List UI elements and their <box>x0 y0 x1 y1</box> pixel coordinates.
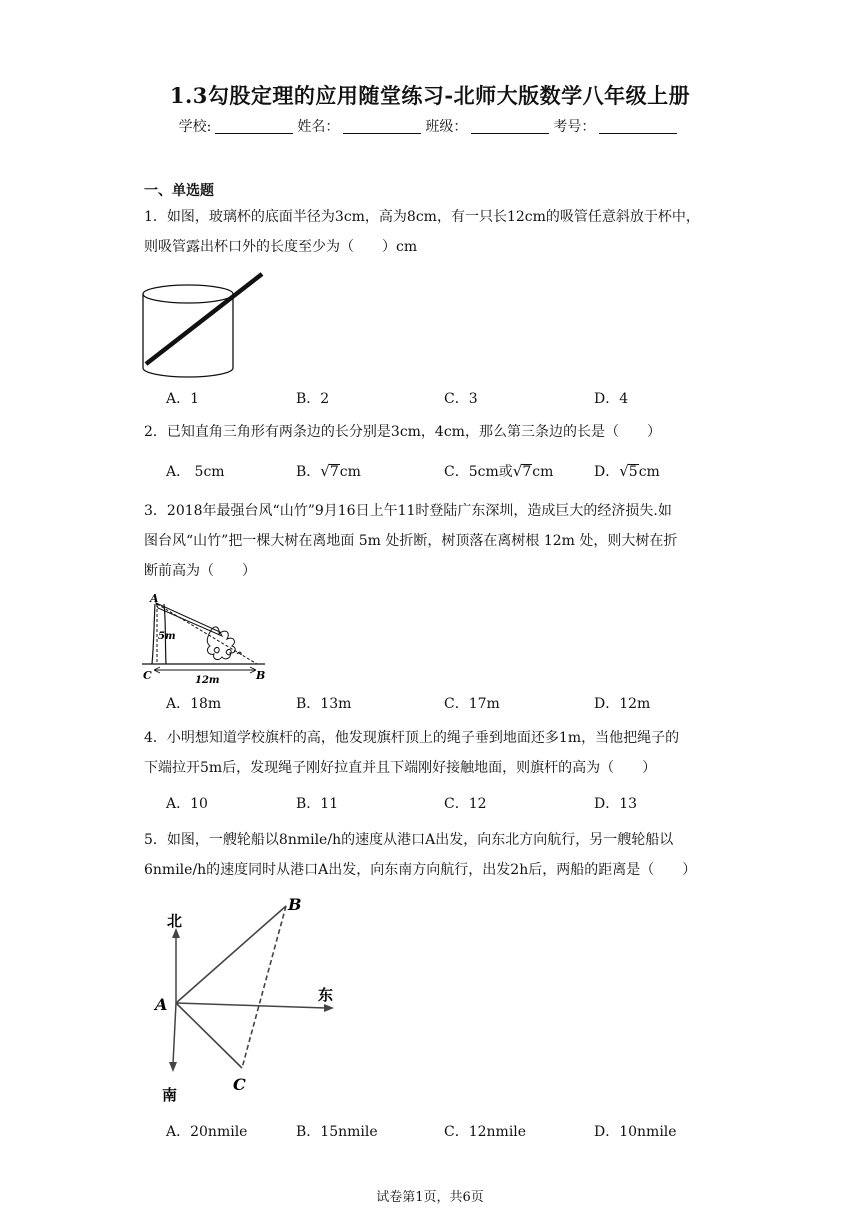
option-c[interactable]: C．12nmile <box>444 1124 527 1140</box>
option-b[interactable] <box>296 461 361 481</box>
option-a[interactable]: A．20nmile <box>166 1124 248 1140</box>
question-3-line-1: 3．2018年最强台风“山竹”9月16日上午11时登陆广东深圳，造成巨大的经济损失.如 <box>144 503 672 519</box>
option-d[interactable] <box>594 461 660 481</box>
east-arrow <box>324 1004 334 1012</box>
cup-bottom <box>143 368 233 377</box>
question-3-line-2: 图台风“山竹”把一棵大树在离地面 5m 处折断，树顶落在离树根 12m 处，则大树在折 <box>144 533 678 549</box>
tree-trunk-left <box>152 604 155 664</box>
section-heading: 一、单选题 <box>144 183 214 199</box>
label-b: B <box>288 896 302 914</box>
option-b[interactable]: B．2 <box>296 391 330 407</box>
question-2 <box>144 417 724 447</box>
option-b[interactable]: B．11 <box>296 796 339 812</box>
question-5 <box>144 825 744 885</box>
question-1 <box>144 202 724 262</box>
question-5-options <box>166 1121 726 1143</box>
option-b[interactable]: B．15nmile <box>296 1124 378 1140</box>
straw <box>146 274 262 364</box>
ships-direction-figure <box>150 896 350 1106</box>
class-blank <box>471 119 549 134</box>
question-1-line-1: 1．如图，玻璃杯的底面半径为3cm，高为8cm，有一只长12cm的吸管任意斜放于杯中， <box>144 209 700 225</box>
label-east: 东 <box>318 986 334 1004</box>
question-1-options <box>166 388 726 410</box>
south-arrow <box>169 1062 177 1072</box>
option-d[interactable]: D．10nmile <box>594 1124 677 1140</box>
south-axis <box>173 1003 176 1064</box>
option-c[interactable]: C．3 <box>444 391 478 407</box>
line-ab <box>176 906 286 1003</box>
option-a[interactable]: A． 5cm <box>166 464 225 480</box>
option-d-prefix: D． <box>594 464 620 480</box>
question-2-options <box>166 461 726 483</box>
question-4 <box>144 723 724 783</box>
label-a: A <box>155 995 168 1014</box>
label-b: B <box>256 669 266 682</box>
school-label: 学校: <box>178 119 212 135</box>
option-b-prefix: B． <box>296 464 321 480</box>
sqrt-sign: √ <box>320 462 330 480</box>
exam-number-label: 考号： <box>553 119 596 135</box>
option-d[interactable]: D．12m <box>594 696 651 712</box>
option-c-prefix: C．5cm或 <box>444 464 513 480</box>
exam-number-blank <box>599 119 677 134</box>
option-d[interactable]: D．13 <box>594 796 638 812</box>
option-c-unit: cm <box>532 464 554 480</box>
question-4-line-1: 4．小明想知道学校旗杆的高，他发现旗杆顶上的绳子垂到地面还多1m，当他把绳子的 <box>144 730 680 746</box>
label-c: C <box>143 669 152 682</box>
question-3-options <box>166 693 726 715</box>
glass-cup-figure <box>140 270 270 382</box>
option-d-unit: cm <box>638 464 660 480</box>
class-label: 班级： <box>425 119 468 135</box>
line-bc <box>242 906 286 1068</box>
label-north: 北 <box>167 912 183 930</box>
option-c-radicand: 7 <box>522 464 532 480</box>
question-5-line-2: 6nmile/h的速度同时从港口A出发，向东南方向航行，出发2h后，两船的距离是（ ） <box>144 862 697 878</box>
option-c[interactable] <box>444 461 553 481</box>
option-c[interactable]: C．17m <box>444 696 500 712</box>
option-c[interactable]: C．12 <box>444 796 487 812</box>
option-b[interactable]: B．13m <box>296 696 352 712</box>
broken-tree-figure <box>140 592 270 684</box>
question-5-line-1: 5．如图，一艘轮船以8nmile/h的速度从港口A出发，向东北方向航行，另一艘轮船以 <box>144 832 674 848</box>
question-1-line-2: 则吸管露出杯口外的长度至少为（ ）cm <box>144 239 418 255</box>
leaves <box>214 647 241 655</box>
sqrt-sign: √ <box>512 462 523 480</box>
label-5m: 5m <box>158 631 176 642</box>
option-a[interactable]: A．18m <box>166 696 222 712</box>
label-a: A <box>150 592 159 605</box>
option-d[interactable]: D．4 <box>594 391 629 407</box>
line-ac <box>176 1003 242 1068</box>
east-axis <box>176 1003 326 1008</box>
question-3-line-3: 断前高为（ ） <box>144 563 256 579</box>
label-south: 南 <box>162 1086 178 1104</box>
page-footer: 试卷第1页，共6页 <box>376 1190 484 1205</box>
option-a[interactable]: A．1 <box>166 391 200 407</box>
option-a[interactable]: A．10 <box>166 796 208 812</box>
sqrt-sign: √ <box>619 462 629 480</box>
question-2-line-1: 2．已知直角三角形有两条边的长分别是3cm，4cm，那么第三条边的长是（ ） <box>144 424 661 440</box>
option-d-radicand: 5 <box>628 464 638 480</box>
school-blank <box>215 119 293 134</box>
option-b-unit: cm <box>339 464 361 480</box>
question-3 <box>144 496 724 586</box>
question-4-line-2: 下端拉开5m后，发现绳子刚好拉直并且下端刚好接触地面，则旗杆的高为（ ） <box>144 760 657 776</box>
label-c: C <box>233 1075 246 1094</box>
name-label: 姓名： <box>297 119 340 135</box>
question-4-options <box>166 793 726 815</box>
cup-top-rim <box>143 285 233 303</box>
option-b-radicand: 7 <box>329 464 339 480</box>
student-info-line <box>0 116 860 136</box>
label-12m: 12m <box>195 675 220 684</box>
name-blank <box>343 119 421 134</box>
page-title: 1.3勾股定理的应用随堂练习-北师大版数学八年级上册 <box>169 83 691 108</box>
